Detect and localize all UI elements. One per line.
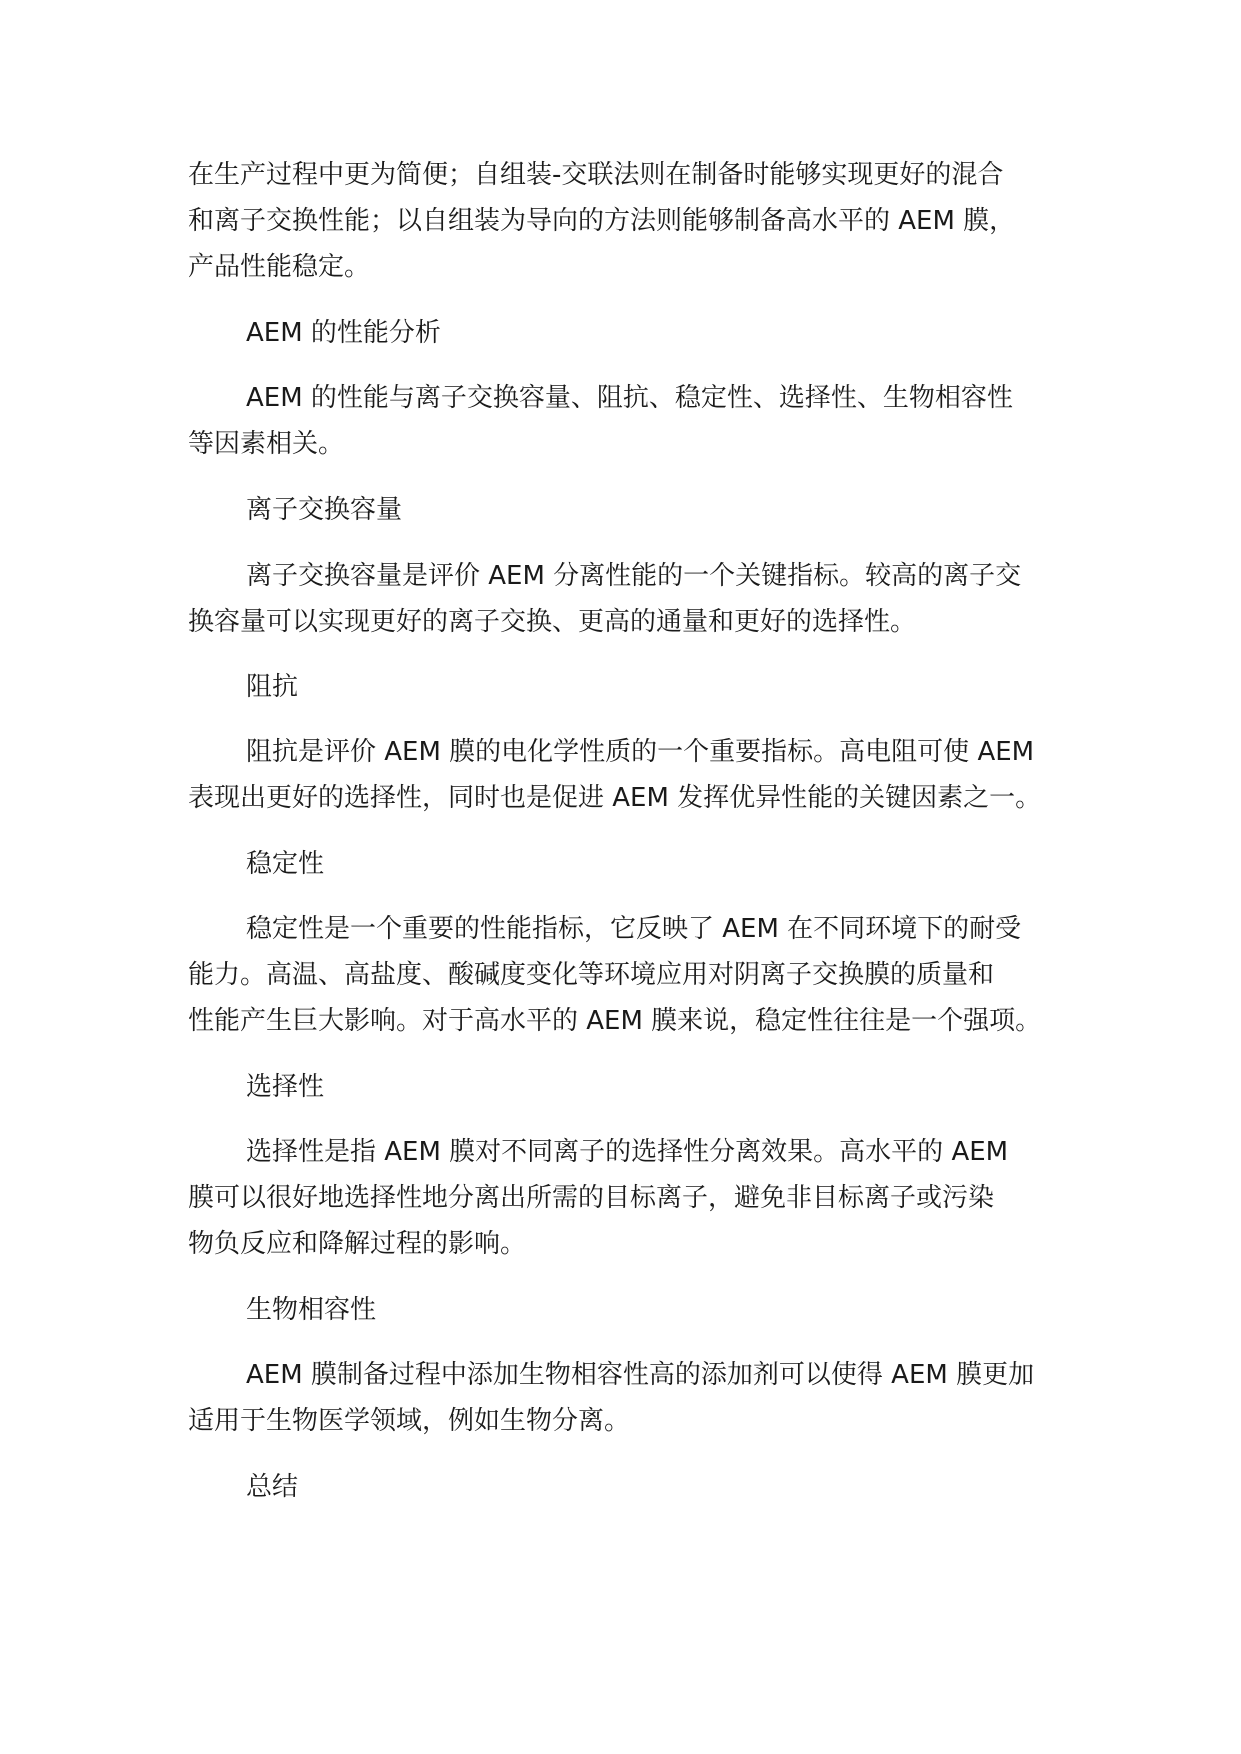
body-text-line: 等因素相关。 <box>188 429 345 459</box>
body-text-line: 和离子交换性能；以自组装为导向的方法则能够制备高水平的 AEM 膜， <box>188 206 1016 236</box>
body-text-line: 适用于生物医学领域，例如生物分离。 <box>188 1406 631 1436</box>
body-text-line: 产品性能稳定。 <box>188 252 371 282</box>
section-heading: AEM 的性能分析 <box>246 318 441 348</box>
section-heading: 阻抗 <box>246 672 299 702</box>
section-heading: 选择性 <box>246 1072 325 1102</box>
body-text-line: 表现出更好的选择性，同时也是促进 AEM 发挥优异性能的关键因素之一。 <box>188 783 1042 813</box>
body-text-line: 换容量可以实现更好的离子交换、更高的通量和更好的选择性。 <box>188 607 917 637</box>
body-text-line: AEM 的性能与离子交换容量、阻抗、稳定性、选择性、生物相容性 <box>246 383 1013 413</box>
body-text-line: AEM 膜制备过程中添加生物相容性高的添加剂可以使得 AEM 膜更加 <box>246 1360 1035 1390</box>
section-heading: 总结 <box>246 1472 299 1502</box>
body-text-line: 物负反应和降解过程的影响。 <box>188 1229 527 1259</box>
body-text-line: 性能产生巨大影响。对于高水平的 AEM 膜来说，稳定性往往是一个强项。 <box>188 1006 1042 1036</box>
body-text-line: 稳定性是一个重要的性能指标，它反映了 AEM 在不同环境下的耐受 <box>246 914 1022 944</box>
body-text-line: 选择性是指 AEM 膜对不同离子的选择性分离效果。高水平的 AEM <box>246 1137 1009 1167</box>
body-text-line: 膜可以很好地选择性地分离出所需的目标离子，避免非目标离子或污染 <box>188 1183 995 1213</box>
body-text-line: 阻抗是评价 AEM 膜的电化学性质的一个重要指标。高电阻可使 AEM <box>246 737 1035 767</box>
section-heading: 稳定性 <box>246 849 325 879</box>
section-heading: 生物相容性 <box>246 1295 377 1325</box>
body-text-line: 离子交换容量是评价 AEM 分离性能的一个关键指标。较高的离子交 <box>246 561 1022 591</box>
section-heading: 离子交换容量 <box>246 495 403 525</box>
body-text-line: 能力。高温、高盐度、酸碱度变化等环境应用对阴离子交换膜的质量和 <box>188 960 995 990</box>
body-text-line: 在生产过程中更为简便；自组装-交联法则在制备时能够实现更好的混合 <box>188 160 1004 190</box>
